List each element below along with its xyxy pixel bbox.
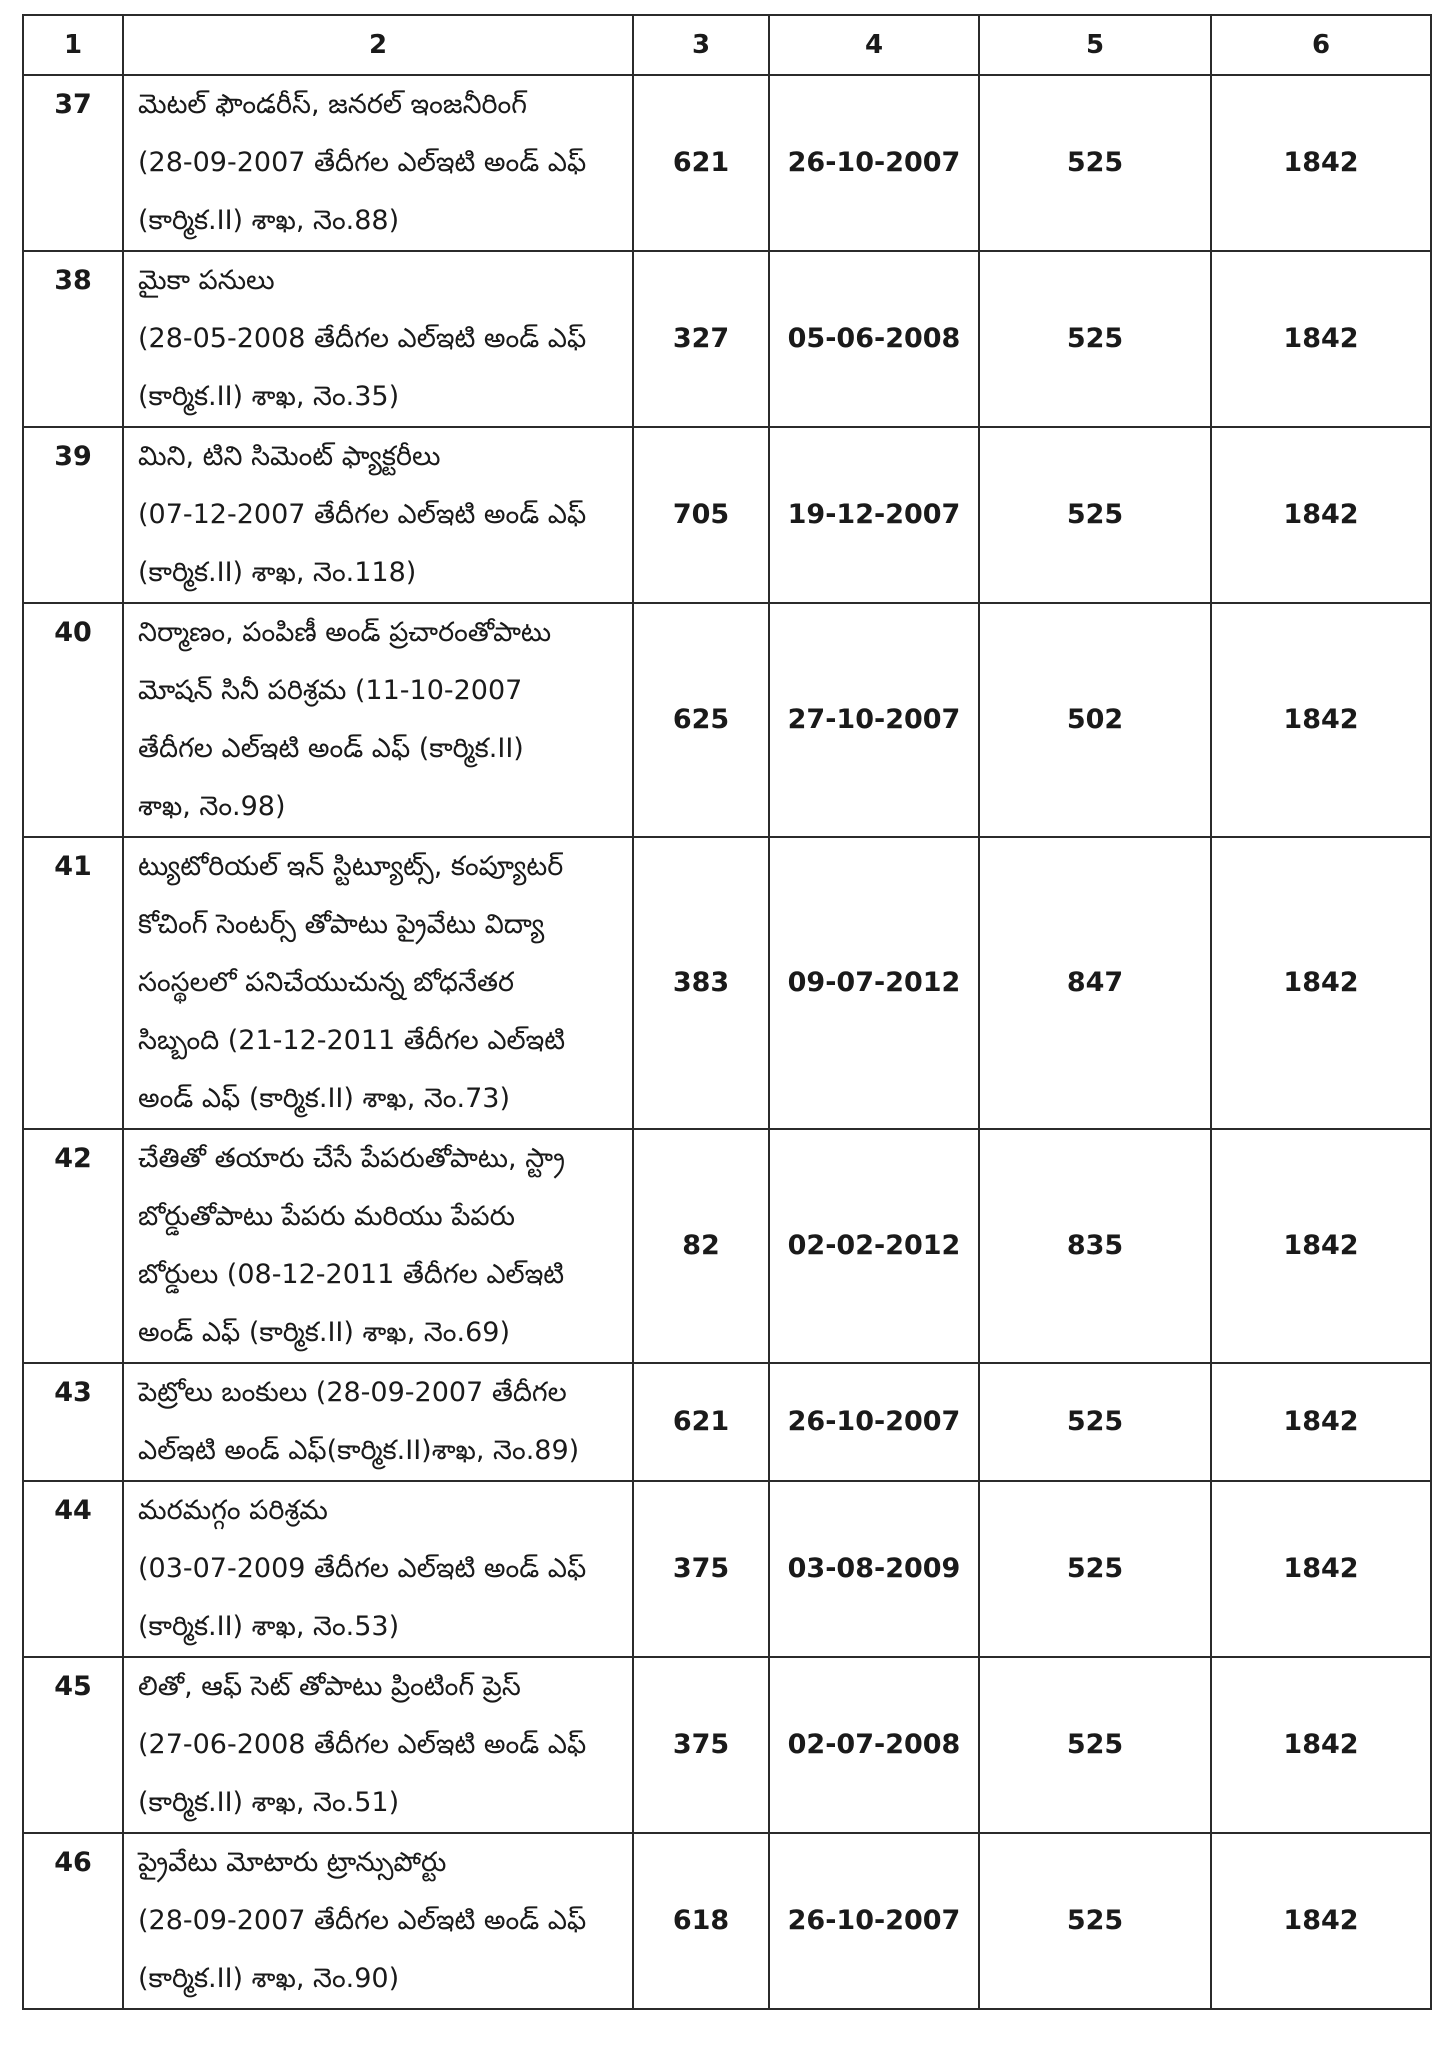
table-row [23,1657,1431,1833]
description-line: ట్యుటోరియల్ ఇన్ స్టిట్యూట్స్, కంప్యూటర్ [138,851,564,882]
cell-date: 09-07-2012 [769,837,979,1129]
cell-col6: 1842 [1211,1129,1431,1363]
description-line: (కార్మిక.II) శాఖ, నెం.88) [138,205,400,236]
cell-col6: 1842 [1211,837,1431,1129]
serial-number: 43 [23,1363,123,1481]
description-line: (కార్మిక.II) శాఖ, నెం.118) [138,557,417,588]
serial-number: 42 [23,1129,123,1363]
cell-col5: 835 [979,1129,1211,1363]
cell-col3: 625 [633,603,769,837]
cell-col3: 375 [633,1481,769,1657]
cell-col3: 705 [633,427,769,603]
cell-col3: 621 [633,1363,769,1481]
description-line: అండ్ ఎఫ్ (కార్మిక.II) శాఖ, నెం.73) [138,1083,510,1114]
description-line: బోర్డులు (08-12-2011 తేదీగల ఎల్‌ఇటి [138,1259,565,1290]
cell-col6: 1842 [1211,1657,1431,1833]
description-line: నిర్మాణం, పంపిణీ అండ్ ప్రచారంతోపాటు [138,617,552,648]
industry-description [123,75,633,251]
cell-date: 05-06-2008 [769,251,979,427]
description-line: ప్రైవేటు మోటారు ట్రాన్సుపోర్టు [138,1847,447,1878]
cell-col6: 1842 [1211,1363,1431,1481]
column-header: 4 [769,15,979,75]
industry-description [123,1833,633,2009]
description-line: సిబ్బంది (21-12-2011 తేదీగల ఎల్‌ఇటి [138,1025,566,1056]
document-page [22,14,1430,2010]
column-header: 5 [979,15,1211,75]
cell-col5: 525 [979,251,1211,427]
cell-col5: 525 [979,427,1211,603]
table-row [23,1363,1431,1481]
description-line: (03-07-2009 తేదీగల ఎల్‌ఇటి అండ్ ఎఫ్ [138,1553,587,1584]
description-line: పెట్రోలు బంకులు (28-09-2007 తేదీగల [138,1377,567,1408]
table-row [23,1129,1431,1363]
industry-description [123,837,633,1129]
serial-number: 40 [23,603,123,837]
header-row [23,15,1431,75]
cell-date: 02-02-2012 [769,1129,979,1363]
description-line: (కార్మిక.II) శాఖ, నెం.35) [138,381,400,412]
column-header: 2 [123,15,633,75]
serial-number: 37 [23,75,123,251]
cell-col3: 82 [633,1129,769,1363]
serial-number: 45 [23,1657,123,1833]
industry-description [123,251,633,427]
description-line: ఎల్‌ఇటి అండ్ ఎఫ్(కార్మిక.II)శాఖ, నెం.89) [138,1435,580,1466]
industry-description [123,1657,633,1833]
column-header: 1 [23,15,123,75]
cell-col5: 525 [979,1363,1211,1481]
cell-date: 26-10-2007 [769,1363,979,1481]
industry-description [123,1129,633,1363]
cell-col6: 1842 [1211,603,1431,837]
cell-date: 26-10-2007 [769,1833,979,2009]
description-line: (27-06-2008 తేదీగల ఎల్‌ఇటి అండ్ ఎఫ్ [138,1729,587,1760]
notification-table [22,14,1432,2010]
description-line: (28-09-2007 తేదీగల ఎల్‌ఇటి అండ్ ఎఫ్ [138,147,587,178]
cell-col3: 383 [633,837,769,1129]
industry-description [123,427,633,603]
cell-col5: 525 [979,1657,1211,1833]
table-row [23,427,1431,603]
cell-date: 26-10-2007 [769,75,979,251]
description-line: బోర్డుతోపాటు పేపరు మరియు పేపరు [138,1201,515,1232]
cell-col3: 375 [633,1657,769,1833]
cell-date: 03-08-2009 [769,1481,979,1657]
description-line: లితో, ఆఫ్ సెట్ తోపాటు ప్రింటింగ్ ప్రెస్ [138,1671,521,1702]
description-line: (కార్మిక.II) శాఖ, నెం.90) [138,1963,400,1994]
description-line: సంస్థలలో పనిచేయుచున్న బోధనేతర [138,967,514,998]
industry-description [123,1363,633,1481]
cell-col6: 1842 [1211,1481,1431,1657]
description-line: అండ్ ఎఫ్ (కార్మిక.II) శాఖ, నెం.69) [138,1317,510,1348]
table-row [23,75,1431,251]
cell-col3: 618 [633,1833,769,2009]
description-line: చేతితో తయారు చేసే పేపరుతోపాటు, స్ట్రా [138,1143,565,1174]
description-line: మిని, టిని సిమెంట్ ఫ్యాక్టరీలు [138,441,441,472]
cell-col6: 1842 [1211,75,1431,251]
cell-col6: 1842 [1211,251,1431,427]
description-line: మరమగ్గం పరిశ్రమ [138,1495,328,1526]
description-line: (28-05-2008 తేదీగల ఎల్‌ఇటి అండ్ ఎఫ్ [138,323,587,354]
table-row [23,837,1431,1129]
cell-date: 19-12-2007 [769,427,979,603]
description-line: మెటల్ ఫౌండరీస్, జనరల్ ఇంజనీరింగ్ [138,89,527,120]
cell-col5: 847 [979,837,1211,1129]
serial-number: 44 [23,1481,123,1657]
cell-col6: 1842 [1211,1833,1431,2009]
cell-date: 27-10-2007 [769,603,979,837]
table-row [23,603,1431,837]
cell-col6: 1842 [1211,427,1431,603]
description-line: (కార్మిక.II) శాఖ, నెం.51) [138,1787,400,1818]
description-line: కోచింగ్ సెంటర్స్ తోపాటు ప్రైవేటు విద్యా [138,909,545,940]
description-line: (కార్మిక.II) శాఖ, నెం.53) [138,1611,400,1642]
cell-date: 02-07-2008 [769,1657,979,1833]
description-line: మైకా పనులు [138,265,275,296]
table-row [23,1833,1431,2009]
cell-col3: 621 [633,75,769,251]
cell-col5: 525 [979,75,1211,251]
table-row [23,251,1431,427]
cell-col5: 525 [979,1481,1211,1657]
column-header: 3 [633,15,769,75]
industry-description [123,603,633,837]
description-line: (28-09-2007 తేదీగల ఎల్‌ఇటి అండ్ ఎఫ్ [138,1905,587,1936]
column-header: 6 [1211,15,1431,75]
description-line: తేదీగల ఎల్‌ఇటి అండ్ ఎఫ్ (కార్మిక.II) [138,733,524,764]
description-line: మోషన్ సినీ పరిశ్రమ (11-10-2007 [138,675,523,706]
serial-number: 38 [23,251,123,427]
cell-col5: 525 [979,1833,1211,2009]
cell-col3: 327 [633,251,769,427]
serial-number: 46 [23,1833,123,2009]
description-line: శాఖ, నెం.98) [138,791,286,822]
table-row [23,1481,1431,1657]
description-line: (07-12-2007 తేదీగల ఎల్‌ఇటి అండ్ ఎఫ్ [138,499,587,530]
serial-number: 41 [23,837,123,1129]
industry-description [123,1481,633,1657]
cell-col5: 502 [979,603,1211,837]
serial-number: 39 [23,427,123,603]
